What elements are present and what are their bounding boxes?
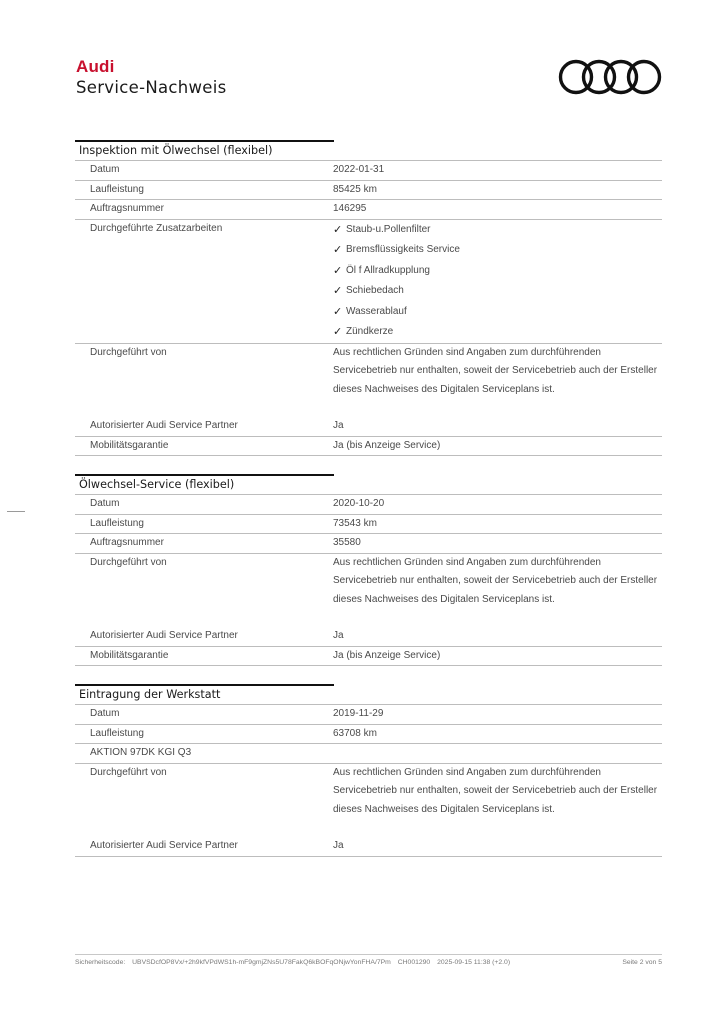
row-label: Datum [90,498,120,509]
row-label: Autorisierter Audi Service Partner [90,420,238,431]
section-title: Inspektion mit Ölwechsel (flexibel) [75,142,662,161]
list-item: ✓ Öl f Allradkupplung [333,261,662,282]
row-partner [75,417,662,437]
checkmark-icon: ✓ [333,305,343,318]
row-label: Laufleistung [90,727,144,739]
dealer-code: CH001290 [397,959,431,966]
row-value: Aus rechtlichen Gründen sind Angaben zum durchführenden Servicebetrieb nur enthalten, soweit der Servicebetrieb auch der Ersteller dieses Nachweises des Digitalen Serviceplans ist. [333,766,658,815]
service-entry-inspektion [75,140,662,456]
list-item: ✓ Schiebedach [333,281,662,302]
fold-mark [7,511,25,512]
list-item: ✓ Zündkerze [333,322,662,343]
row-label: Laufleistung [90,517,144,529]
row-mobilitaetsgarantie [75,437,662,457]
row-datum [75,495,662,515]
page-footer [75,954,662,966]
list-item: ✓ Wasserablauf [333,302,662,323]
row-label: Mobilitätsgarantie [90,439,169,451]
row-datum [75,705,662,725]
row-durchgefuehrt-von [75,344,662,418]
row-value: 2020-10-20 [333,498,385,509]
audi-rings-logo-icon [557,58,663,96]
checkmark-icon: ✓ [333,326,343,338]
checkmark-icon: ✓ [333,264,343,277]
row-label: Laufleistung [90,183,144,195]
row-laufleistung [75,725,662,745]
list-item: ✓ Staub-u.Pollenfilter [333,220,662,241]
row-value: Ja [333,420,344,431]
row-auftragsnummer [75,534,662,554]
row-value: 35580 [333,537,361,548]
security-code: UBVSDcfOP8Vx/+2h9kfVPdWS1h-mF9gmjZNs5U78FakQ6kBOFqONjwYonFHA/7Pm [132,959,391,966]
row-auftragsnummer [75,200,662,220]
section-title: Ölwechsel-Service (flexibel) [75,476,662,495]
page-number: Seite 2 von 5 [622,959,662,966]
row-label: Durchgeführt von [90,556,167,568]
row-mobilitaetsgarantie [75,647,662,667]
row-label: Datum [90,164,120,175]
row-value: 73543 km [333,517,377,529]
row-value: Aus rechtlichen Gründen sind Angaben zum durchführenden Servicebetrieb nur enthalten, soweit der Servicebetrieb auch der Ersteller dieses Nachweises des Digitalen Serviceplans ist. [333,556,658,605]
list-item: ✓ Bremsflüssigkeits Service [333,240,662,261]
service-entry-werkstatt [75,684,662,857]
row-aktion [75,744,662,764]
row-durchgefuehrt-von [75,554,662,628]
row-label: Auftragsnummer [90,203,164,214]
row-label: Mobilitätsgarantie [90,649,169,661]
service-entry-oelwechsel [75,474,662,666]
row-laufleistung [75,515,662,535]
section-title: Eintragung der Werkstatt [75,686,662,705]
row-value: 2022-01-31 [333,164,385,175]
row-label: Durchgeführt von [90,766,167,778]
additional-work-list [333,220,662,343]
row-value: 146295 [333,203,367,214]
row-label: Autorisierter Audi Service Partner [90,840,238,851]
document-title: Service-Nachweis [76,78,227,97]
row-partner [75,837,662,857]
row-value: Aus rechtlichen Gründen sind Angaben zum durchführenden Servicebetrieb nur enthalten, soweit der Servicebetrieb auch der Ersteller dieses Nachweises des Digitalen Serviceplans ist. [333,346,658,395]
row-label: Auftragsnummer [90,537,164,548]
row-value: Ja [333,630,344,641]
row-label: Durchgeführte Zusatzarbeiten [90,222,223,234]
row-value [191,744,662,763]
row-datum [75,161,662,181]
brand-name: Audi [76,57,115,76]
row-durchgefuehrt-von [75,764,662,838]
row-value: 63708 km [333,727,377,739]
checkmark-icon: ✓ [333,244,343,256]
row-value: Ja (bis Anzeige Service) [333,439,441,451]
row-partner [75,627,662,647]
timestamp: 2025-09-15 11:38 (+2.0) [437,959,511,966]
row-label: Durchgeführt von [90,346,167,358]
row-value: Ja (bis Anzeige Service) [333,649,441,661]
row-label: Datum [90,708,120,719]
row-label: Autorisierter Audi Service Partner [90,630,238,641]
row-value: 85425 km [333,183,377,195]
checkmark-icon: ✓ [333,223,343,236]
row-label: AKTION 97DK KGI Q3 [90,747,192,758]
row-value: Ja [333,840,344,851]
row-value: 2019-11-29 [333,708,384,719]
row-laufleistung [75,181,662,201]
row-zusatzarbeiten [75,220,662,344]
checkmark-icon: ✓ [333,285,343,297]
security-code-label: Sicherheitscode: [75,959,126,966]
